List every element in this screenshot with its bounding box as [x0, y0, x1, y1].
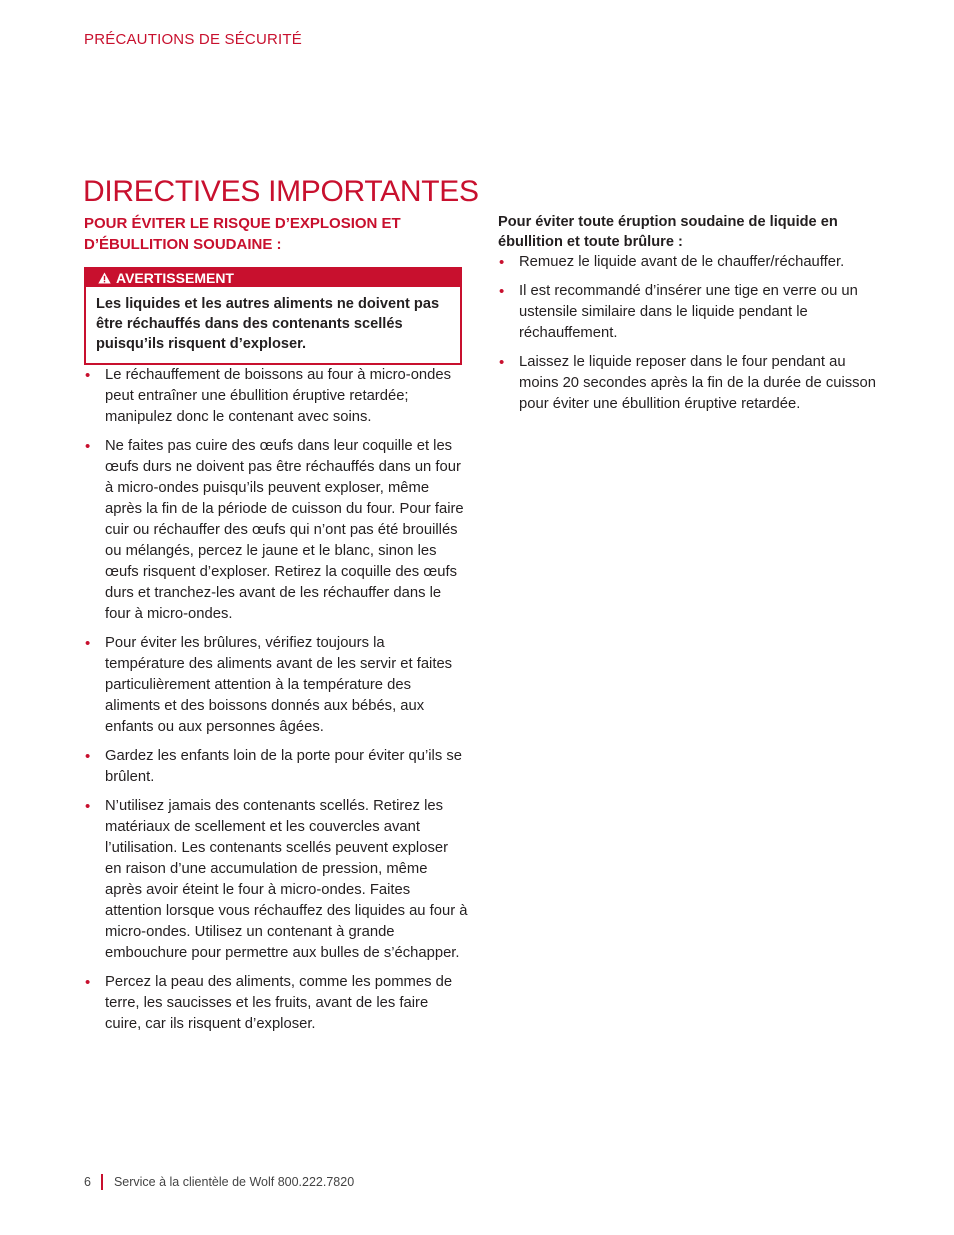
section-header: PRÉCAUTIONS DE SÉCURITÉ — [84, 31, 302, 48]
page-footer — [84, 1174, 354, 1190]
right-intro: Pour éviter toute éruption soudaine de liquide en ébullition et toute brûlure : — [498, 214, 838, 250]
list-item: • N’utilisez jamais des contenants scellés. Retirez les matériaux de scellement et les couvercles avant l’utilisation. Les contenants scellés peuvent exploser en raison d’une accumulation de pression, même après avoir éteint le four à micro-ondes. Faites attention lorsque vous réchauffez des liquides au four à micro-ondes. Utilisez un contenant à grande embouchure pour permettre aux bulles de s’échapper. — [84, 796, 468, 964]
footer-service-text: Service à la clientèle de Wolf 800.222.7820 — [113, 1175, 355, 1189]
warning-text: Les liquides et les autres aliments ne doivent pas être réchauffés dans des contenants scellés puisqu’ils risquent d’exploser. — [96, 296, 440, 352]
list-item: • Ne faites pas cuire des œufs dans leur coquille et les œufs durs ne doivent pas être réchauffés dans un four à micro-ondes puisqu’ils peuvent exploser, même après la fin de la période de cuisson du four. Pour faire cuir ou réchauffer des œufs qui n’ont pas été brouillés ou mélangés, percez le jaune et le blanc, sinon les œufs risquent d’exploser. Retirez la coquille des œufs durs et tranchez-les avant de les réchauffer dans le four à micro-ondes. — [84, 436, 468, 625]
list-item: • Gardez les enfants loin de la porte pour éviter qu’ils se brûlent. — [84, 746, 468, 788]
left-bullet-list — [84, 365, 468, 1035]
list-item: • Il est recommandé d’insérer une tige en verre ou un ustensile similaire dans le liquide pendant le réchauffement. — [498, 281, 888, 344]
list-item: • Le réchauffement de boissons au four à micro-ondes peut entraîner une ébullition éruptive retardée; manipulez donc le contenant avec soins. — [84, 365, 468, 428]
warning-label: AVERTISSEMENT — [116, 270, 234, 286]
page-number: 6 — [84, 1175, 91, 1189]
left-subheading: POUR ÉVITER LE RISQUE D’EXPLOSION ET D’ÉBULLITION SOUDAINE : — [84, 215, 401, 253]
list-item: • Percez la peau des aliments, comme les pommes de terre, les saucisses et les fruits, avant de les faire cuire, car ils risquent d’exploser. — [84, 972, 468, 1035]
warning-box — [84, 267, 462, 365]
right-column — [498, 212, 888, 423]
page-title: DIRECTIVES IMPORTANTES — [83, 175, 479, 208]
list-item: • Laissez le liquide reposer dans le four pendant au moins 20 secondes après la fin de la durée de cuisson pour éviter une ébullition éruptive retardée. — [498, 352, 888, 415]
warning-triangle-icon — [98, 272, 112, 284]
list-item: • Pour éviter les brûlures, vérifiez toujours la température des aliments avant de les servir et faites particulièrement attention à la température des aliments et des boissons donnés aux bébés, aux enfants ou aux personnes âgées. — [84, 633, 468, 738]
left-column — [84, 213, 468, 1043]
footer-divider — [101, 1174, 103, 1190]
list-item: • Remuez le liquide avant de le chauffer/réchauffer. — [498, 252, 888, 273]
right-bullet-list — [498, 252, 888, 415]
warning-header — [86, 269, 460, 287]
